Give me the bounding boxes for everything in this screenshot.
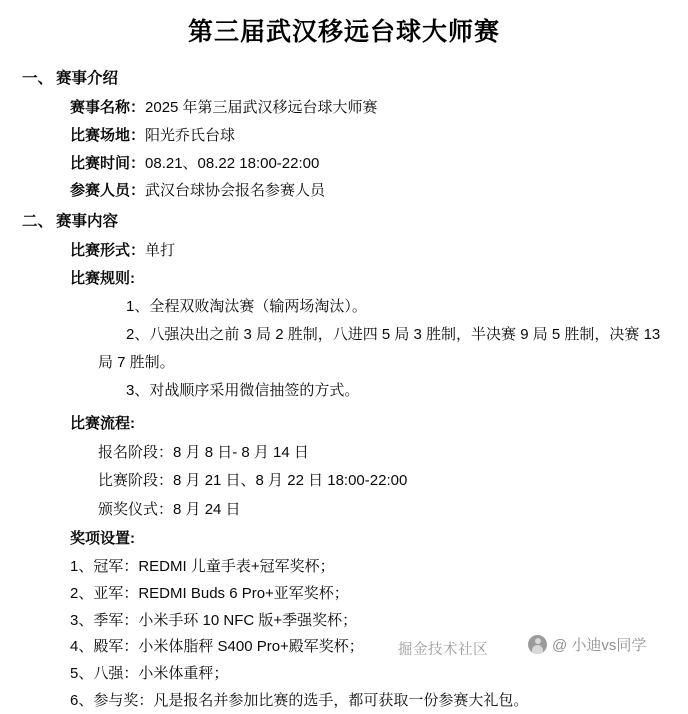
flow-item-ceremony: [98, 496, 674, 525]
page-title: 第三届武汉移远台球大师赛: [187, 18, 500, 46]
award-item-fourth: 4、殿军：小米体脂秤 S400 Pro+殿军奖杯；: [70, 638, 364, 656]
section-number-1: 一、: [22, 70, 54, 87]
flow-item-matches: [98, 467, 674, 496]
field-match-format: [70, 237, 674, 265]
subheading-awards: 奖项设置:: [70, 530, 135, 548]
field-label: 比赛场地：: [70, 126, 146, 144]
rule-item: 1、全程双败淘汰赛（输两场淘汰）。: [126, 298, 367, 316]
watermark-author-badge: [528, 634, 646, 655]
section-number-2: 二、: [22, 213, 54, 230]
watermark-site: 掘金技术社区: [398, 642, 488, 658]
field-label: 参赛人员：: [70, 182, 146, 200]
field-value: 武汉台球协会报名参赛人员: [145, 182, 326, 200]
flow-value: 8 月 21 日、8 月 22 日 18:00-22:00: [173, 472, 408, 490]
flow-label: 报名阶段：: [98, 443, 174, 461]
flow-item-registration: [98, 439, 674, 468]
subheading-rules: 比赛规则:: [70, 269, 135, 287]
field-value: 阳光乔氏台球: [145, 126, 236, 144]
field-event-name: [70, 94, 674, 122]
flow-value: 8 月 8 日- 8 月 14 日: [173, 443, 309, 461]
watermark-author-name: @ 小迪vs同学: [552, 637, 647, 654]
field-value: 单打: [145, 242, 176, 259]
subheading-flow: 比赛流程:: [70, 415, 135, 433]
field-label: 比赛形式：: [70, 242, 146, 259]
field-venue: [70, 122, 674, 150]
avatar: [528, 635, 547, 654]
document-page: [0, 12, 688, 709]
rule-item: 2、八强决出之前 3 局 2 胜制，八进四 5 局 3 胜制，半决赛 9 局 5 胜制，决赛 13 局 7 胜制。: [98, 326, 661, 371]
award-item-champion: 1、冠军：REDMI 儿童手表+冠军奖杯；: [70, 558, 335, 576]
field-value: 2025 年第三届武汉移远台球大师赛: [145, 99, 378, 116]
section-heading-2: [14, 209, 674, 231]
field-label: 赛事名称：: [70, 99, 146, 116]
flow-label: 颁奖仪式：: [98, 500, 174, 518]
award-item-participation: 6、参与奖：凡是报名并参加比赛的选手，都可获取一份参赛大礼包。: [70, 691, 529, 709]
field-value: 08.21、08.22 18:00-22:00: [145, 154, 320, 172]
section-title-1: 赛事介绍: [56, 70, 119, 87]
section-heading-1: [14, 66, 674, 88]
field-label: 比赛时间：: [70, 154, 146, 172]
flow-label: 比赛阶段：: [98, 472, 174, 490]
rule-item: 3、对战顺序采用微信抽签的方式。: [126, 381, 360, 399]
field-participants: [70, 177, 674, 205]
award-item-third: 3、季军：小米手环 10 NFC 版+季强奖杯；: [70, 611, 358, 629]
section-title-2: 赛事内容: [56, 213, 119, 230]
award-item-runner-up: 2、亚军：REDMI Buds 6 Pro+亚军奖杯；: [70, 584, 349, 602]
award-item-top-eight: 5、八强：小米体重秤；: [70, 665, 229, 682]
field-time: [70, 150, 674, 178]
flow-value: 8 月 24 日: [173, 500, 241, 518]
